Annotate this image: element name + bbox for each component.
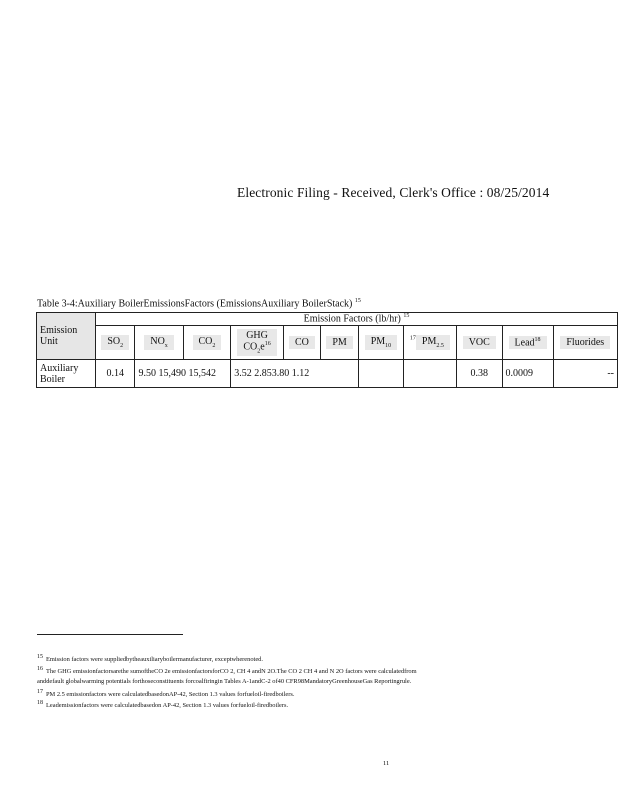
- cell-so2: 0.14: [96, 360, 135, 388]
- col-ghg-co2e: GHG $CO_2e^{16}$: [231, 326, 284, 360]
- cell-voc: 0.38: [457, 360, 503, 388]
- cell-pm10: [359, 360, 404, 388]
- footnote-18: $^{18}$ Leademissionfactors were calculatedbasedon AP-42, Section 1.3 values forfueloil-firedboilers.: [37, 700, 289, 710]
- table-group-header-row: [37, 313, 618, 326]
- cell-ghg-co-pm: 3.52 2.853.80 1.12: [231, 360, 359, 388]
- table-title: [37, 298, 361, 309]
- table-title-footnote-ref: 15: [354, 298, 361, 304]
- col-co2: $CO_2$: [183, 326, 231, 360]
- col-lead: Lead$^{18}$: [502, 326, 553, 360]
- footnote-divider: [37, 634, 183, 635]
- electronic-filing-stamp: Electronic Filing - Received, Clerk's Office : 08/25/2014: [237, 185, 550, 200]
- table-row: [37, 360, 618, 388]
- footnote-16: $^{16}$ The GHG emissionfactorsarethe sumoftheCO 2e emissionfactorsforCO 2, CH 4 andN 2O.The CO 2 CH 4 and N 2O factors were calculatedfrom: [37, 666, 417, 676]
- col-fluorides: Fluorides: [553, 326, 617, 360]
- emission-factors-group-header: [96, 313, 618, 326]
- cell-nox-co2: 9.50 15,490 15,542: [135, 360, 231, 388]
- footnote-16-cont: anddefault globalwarming potentials forthoseconstituents forcoalfiringin Tables A-1andC-2 of40 CFR98MandatoryGreenhouseGas Reportingrule.: [37, 678, 412, 685]
- cell-pm25: [403, 360, 456, 388]
- col-nox: $NO_x$: [135, 326, 183, 360]
- col-pm: PM: [321, 326, 359, 360]
- group-header-ref: 15: [403, 313, 410, 320]
- col-so2: $SO_2$: [96, 326, 135, 360]
- col-pm10: $PM_{10}$: [359, 326, 404, 360]
- cell-unit: Auxiliary Boiler: [37, 360, 96, 388]
- col-voc: VOC: [457, 326, 503, 360]
- footnote-15: $^{15}$ Emission factors were suppliedbytheauxiliaryboilermanufacturer, exceptwherenoted.: [37, 654, 263, 664]
- emission-factors-table: [36, 312, 618, 388]
- table-column-header-row: [37, 326, 618, 360]
- col-co: CO: [283, 326, 320, 360]
- group-header-text: Emission Factors (lb/hr): [303, 313, 401, 325]
- table-title-text: Table 3-4:Auxiliary BoilerEmissionsFactors (EmissionsAuxiliary BoilerStack): [37, 298, 353, 310]
- cell-fluorides: --: [553, 360, 617, 388]
- page-number: 11: [383, 760, 390, 767]
- emission-unit-header: Emission Unit: [37, 313, 96, 360]
- cell-lead: 0.0009: [502, 360, 553, 388]
- col-pm25: $^{17}$ $PM_{2.5}$: [403, 326, 456, 360]
- footnote-17: $^{17}$ PM 2.5 emissionfactors were calculatedbasedonAP-42, Section 1.3 values forfueloil-firedboilers.: [37, 689, 295, 699]
